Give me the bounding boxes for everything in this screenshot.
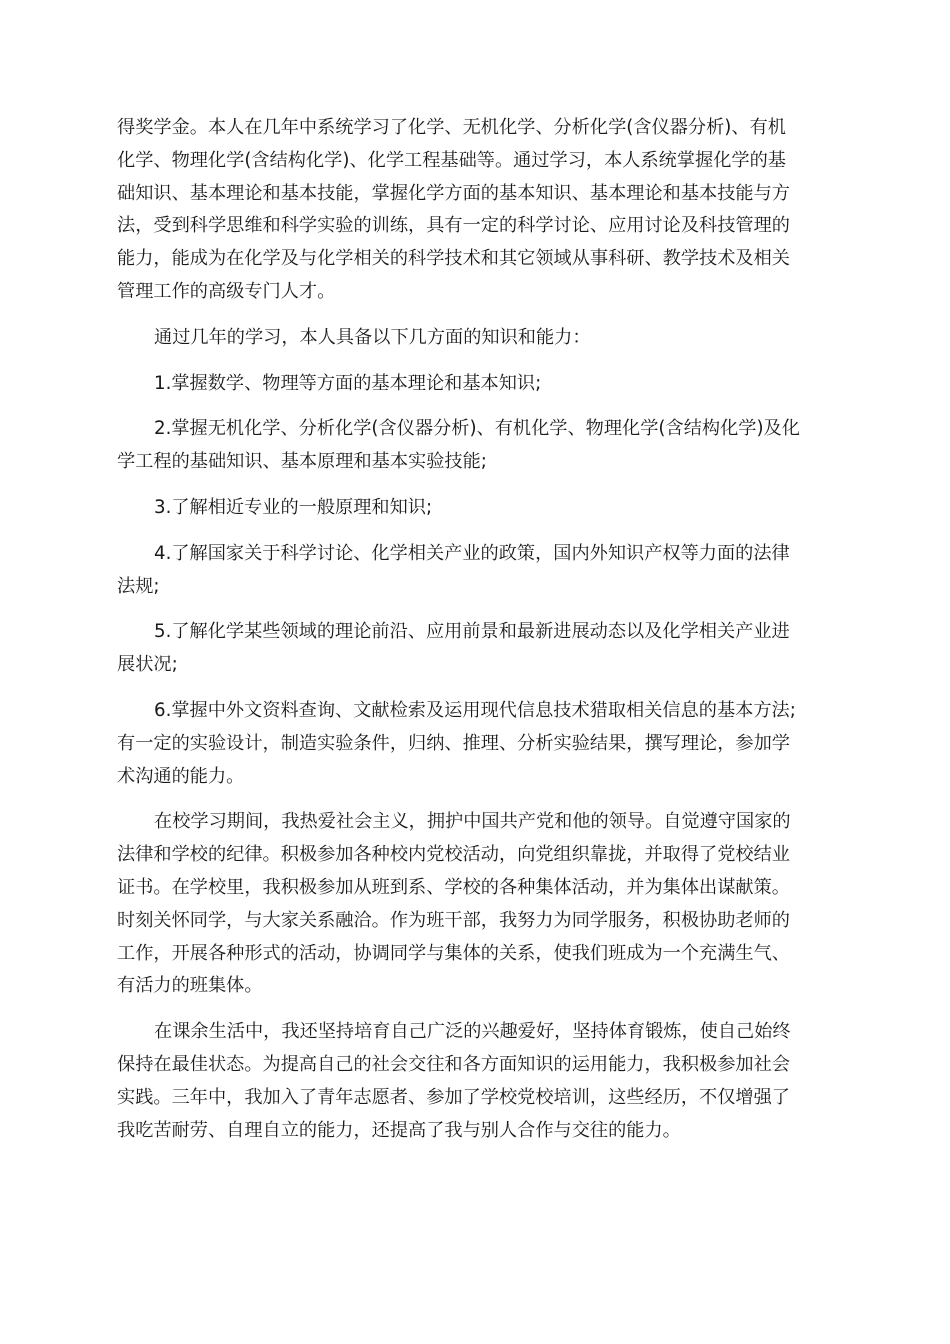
text-line: 在课余生活中，我还坚持培育自己广泛的兴趣爱好，坚持体育锻炼，使自己始终 <box>154 1021 791 1043</box>
text-line: 法规; <box>117 575 160 597</box>
list-item-5 <box>117 616 833 682</box>
text-line: 时刻关怀同学，与大家关系融洽。作为班干部，我努力为同学服务，积极协助老师的 <box>117 909 790 931</box>
text-line: 6.掌握中外文资料查询、文献检索及运用现代信息技术猎取相关信息的基本方法; <box>154 699 796 721</box>
text-line: 得奖学金。本人在几年中系统学习了化学、无机化学、分析化学(含仪器分析)、有机 <box>117 117 786 138</box>
list-item-4 <box>117 538 833 604</box>
list-item-1 <box>117 368 833 401</box>
document-body <box>117 112 833 1160</box>
paragraph-school-life <box>117 806 833 1003</box>
text-line: 学工程的基础知识、基本原理和基本实验技能; <box>117 451 487 473</box>
text-line: 保持在最佳状态。为提高自己的社会交往和各方面知识的运用能力，我积极参加社会 <box>117 1053 790 1075</box>
text-line: 术沟通的能力。 <box>117 765 245 787</box>
list-item-2 <box>117 413 833 479</box>
text-line: 证书。在学校里，我积极参加从班到系、学校的各种集体活动，并为集体出谋献策。 <box>117 876 790 898</box>
text-line: 管理工作的高级专门人才。 <box>117 280 336 302</box>
text-line: 3.了解相近专业的一般原理和知识; <box>154 496 433 518</box>
paragraph-extracurricular <box>117 1016 833 1147</box>
text-line: 1.掌握数学、物理等方面的基本理论和基本知识; <box>154 372 542 394</box>
text-line: 有活力的班集体。 <box>117 975 263 997</box>
list-item-6 <box>117 695 833 793</box>
text-line: 工作，开展各种形式的活动，协调同学与集体的关系，使我们班成为一个充满生气、 <box>117 942 790 964</box>
paragraph-abilities-intro <box>117 322 833 355</box>
text-line: 4.了解国家关于科学讨论、化学相关产业的政策，国内外知识产权等力面的法律 <box>154 542 790 564</box>
text-line: 2.掌握无机化学、分析化学(含仪器分析)、有机化学、物理化学(含结构化学)及化 <box>154 418 800 440</box>
text-line: 化学、物理化学(含结构化学)、化学工程基础等。通过学习，本人系统掌握化学的基 <box>117 149 786 171</box>
paragraph-scholarship-study <box>117 112 833 309</box>
text-line: 展状况; <box>117 654 178 676</box>
text-line: 法，受到科学思维和科学实验的训练，具有一定的科学讨论、应用讨论及科技管理的 <box>117 215 790 237</box>
text-line: 能力，能成为在化学及与化学相关的科学技术和其它领域从事科研、教学技术及相关 <box>117 248 790 270</box>
text-line: 在校学习期间，我热爱社会主义，拥护中国共产党和他的领导。自觉遵守国家的 <box>154 811 791 833</box>
text-line: 法律和学校的纪律。积极参加各种校内党校活动，向党组织靠拢，并取得了党校结业 <box>117 844 790 866</box>
text-line: 础知识、基本理论和基本技能，掌握化学方面的基本知识、基本理论和基本技能与方 <box>117 182 790 204</box>
text-line: 实践。三年中，我加入了青年志愿者、参加了学校党校培训，这些经历，不仅增强了 <box>117 1086 790 1108</box>
text-line: 5.了解化学某些领域的理论前沿、应用前景和最新进展动态以及化学相关产业进 <box>154 621 790 643</box>
text-line: 我吃苦耐劳、自理自立的能力，还提高了我与别人合作与交往的能力。 <box>117 1119 681 1141</box>
text-line: 有一定的实验设计，制造实验条件，归纳、推理、分析实验结果，撰写理论，参加学 <box>117 732 790 754</box>
text-line: 通过几年的学习，本人具备以下几方面的知识和能力： <box>154 326 591 348</box>
list-item-3 <box>117 492 833 525</box>
